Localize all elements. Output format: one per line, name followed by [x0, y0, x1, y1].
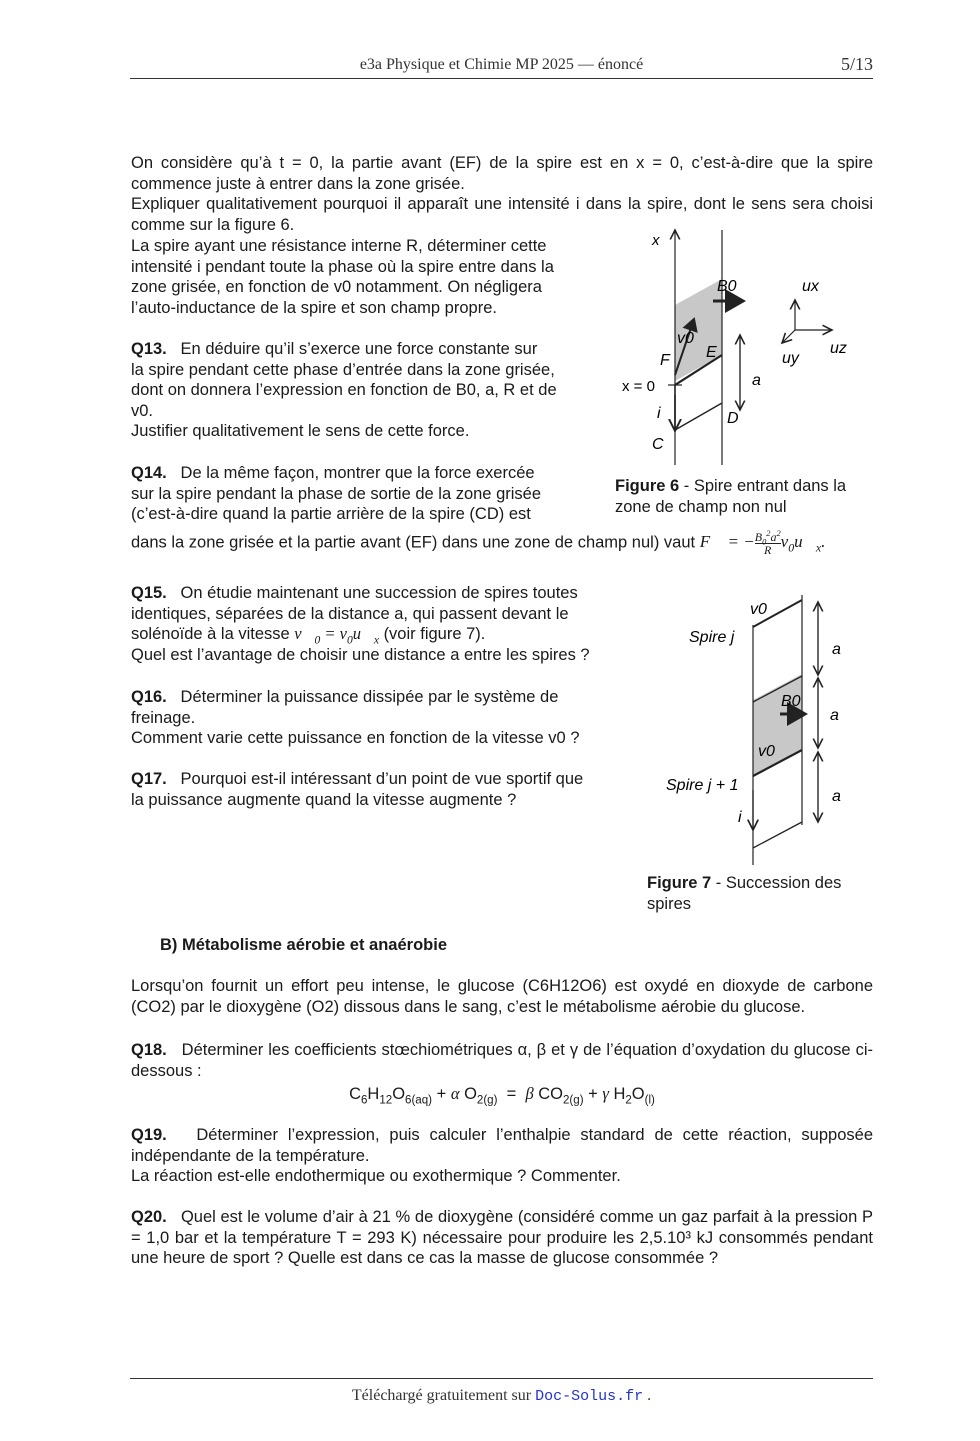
- question-q17: [131, 769, 620, 810]
- fig6-d-label: D: [727, 410, 739, 427]
- fig6-b0-label: B0: [717, 278, 737, 295]
- line: zone grisée, en fonction de v0 notamment. On négligera: [131, 278, 542, 297]
- line: De la même façon, montrer que la force exercée: [180, 464, 535, 482]
- fig7-i: i: [738, 809, 742, 826]
- line: Quel est l’avantage de choisir une distance a entre les spires ?: [131, 645, 590, 664]
- footer-link[interactable]: Doc-Solus.fr: [535, 1388, 644, 1405]
- line: dont on donnera l’expression en fonction de B0, a, R et de: [131, 381, 557, 400]
- section-b-p1: Lorsqu’on fournit un effort peu intense, le glucose (C6H12O6) est oxydé en dioxyde de carbone (CO2) par le dioxygène (O2) dissous dans le sang, c’est le métabolisme aérobie du glucose.: [131, 977, 873, 1016]
- q18-text: Déterminer les coefficients stœchiométriques α, β et γ de l’équation d’oxydation du glucose ci-dessous :: [131, 1041, 873, 1080]
- q18-label: Q18.: [131, 1041, 167, 1059]
- intro-p3: [131, 236, 588, 318]
- figure-6-caption: [615, 476, 873, 517]
- fig7-v0-mid: v0: [758, 743, 775, 760]
- line: la spire pendant cette phase d’entrée dans la zone grisée,: [131, 360, 555, 379]
- fig7-spire-j: Spire j: [689, 629, 735, 646]
- line: Justifier qualitativement le sens de cette force.: [131, 422, 470, 441]
- figure-7-caption: [647, 873, 873, 914]
- q19-text2: La réaction est-elle endothermique ou exothermique ? Commenter.: [131, 1167, 621, 1186]
- line: (voir figure 7).: [383, 625, 486, 644]
- question-q16: [131, 687, 620, 749]
- line: dans la zone grisée et la partie avant (EF) dans une zone de champ nul) vaut: [131, 533, 696, 552]
- footer-dot: .: [643, 1387, 652, 1404]
- fig6-f-label: F: [660, 352, 670, 369]
- line: freinage.: [131, 708, 196, 727]
- question-q18: [131, 1040, 873, 1081]
- fig6-e-label: E: [706, 344, 717, 361]
- line: sur la spire pendant la phase de sortie de la zone grisée: [131, 484, 542, 503]
- fig7-a1: a: [832, 641, 841, 658]
- caption-bold: Figure 6: [615, 477, 680, 495]
- question-q15: [131, 583, 620, 665]
- q16-label: Q16.: [131, 688, 167, 706]
- fig7-v0-top: v0: [750, 601, 767, 618]
- fig6-i-label: i: [657, 405, 661, 422]
- question-q13: [131, 339, 588, 442]
- fig6-a-label: a: [752, 372, 761, 389]
- line: identiques, séparées de la distance a, qui passent devant le: [131, 604, 569, 623]
- q14-label: Q14.: [131, 464, 167, 482]
- fig6-x0-label: x = 0: [622, 378, 655, 395]
- line: On étudie maintenant une succession de spires toutes: [180, 584, 578, 602]
- line: En déduire qu’il s’exerce une force constante sur: [180, 340, 538, 358]
- uy-vector: [782, 330, 795, 343]
- question-q20: [131, 1207, 873, 1269]
- force-formula: F⃗ = − $\frac{B_0^2a^2}{R}$ $v_0u⃗_x$.: [699, 529, 826, 557]
- fig6-c-label: C: [652, 436, 664, 453]
- page-footer: [130, 1387, 873, 1405]
- figure-6: [610, 225, 870, 475]
- intro-block: [131, 153, 873, 235]
- equation: $C_6H_{12}O_{6(aq)} + \alpha$ $O_{2(g)} = \beta$ $CO_{2(g)} + \gamma$ $H_2O_{(l)}$: [349, 1084, 655, 1107]
- caption-text: - Succession des spires: [647, 874, 842, 913]
- page-number: 5/13: [840, 54, 873, 74]
- q17-label: Q17.: [131, 770, 167, 788]
- line: intensité i pendant toute la phase où la spire entre dans la: [131, 257, 554, 276]
- question-q14: [131, 463, 588, 525]
- line: solénoïde à la vitesse: [131, 625, 290, 644]
- footer-rule: [130, 1378, 873, 1379]
- page-header: [130, 54, 873, 79]
- line: l’auto-inductance de la spire et son champ propre.: [131, 298, 497, 317]
- spire-body: [675, 385, 722, 430]
- caption-text: - Spire entrant dans la zone de champ non nul: [615, 477, 847, 516]
- v0-formula: $v⃗_0$ = $v_0u⃗_x$: [294, 624, 379, 647]
- footer-text: Téléchargé gratuitement sur: [351, 1387, 536, 1404]
- line: Déterminer la puissance dissipée par le système de: [180, 688, 559, 706]
- fig7-a3: a: [832, 788, 841, 805]
- fig6-uz-label: uz: [830, 340, 847, 357]
- line: Pourquoi est-il intéressant d’un point de vue sportif que: [180, 770, 584, 788]
- q20-text: Quel est le volume d’air à 21 % de dioxygène (considéré comme un gaz parfait à la pression P = 1,0 bar et la température T = 293 K) nécessaire pour produire les 2,5.10³ kJ consommés pendant une heure de sport ? Quelle est dans ce cas la masse de glucose consommée ?: [131, 1208, 873, 1268]
- question-q19: [131, 1125, 873, 1187]
- q15-label: Q15.: [131, 584, 167, 602]
- q13-label: Q13.: [131, 340, 167, 358]
- intro-p1: On considère qu’à t = 0, la partie avant (EF) de la spire est en x = 0, c’est-à-dire que la spire commence juste à entrer dans la zone grisée.: [131, 154, 873, 193]
- section-b-title: B) Métabolisme aérobie et anaérobie: [160, 936, 448, 954]
- q19-label: Q19.: [131, 1126, 167, 1144]
- fig7-spire-j1: Spire j + 1: [666, 777, 739, 794]
- spire-j1-back: [753, 822, 802, 848]
- fig7-a2: a: [830, 707, 839, 724]
- line: v0.: [131, 401, 154, 420]
- fig7-b0: B0: [781, 693, 801, 710]
- figure-7: [660, 590, 870, 870]
- line: La spire ayant une résistance interne R, déterminer cette: [131, 237, 547, 255]
- q19-text: Déterminer l’expression, puis calculer l’enthalpie standard de cette réaction, supposée indépendante de la température.: [131, 1126, 873, 1165]
- fig6-uy-label: uy: [782, 350, 799, 367]
- header-title: e3a Physique et Chimie MP 2025 — énoncé: [359, 56, 644, 73]
- q20-label: Q20.: [131, 1208, 167, 1226]
- fig6-ux-label: ux: [802, 278, 819, 295]
- q14-last-line: [131, 531, 873, 556]
- line: Comment varie cette puissance en fonction de la vitesse v0 ?: [131, 729, 580, 748]
- caption-bold: Figure 7: [647, 874, 712, 892]
- intro-p2: Expliquer qualitativement pourquoi il apparaît une intensité i dans la spire, dont le sens sera choisi comme sur la figure 6.: [131, 195, 873, 234]
- line: (c’est-à-dire quand la partie arrière de la spire (CD) est: [131, 505, 531, 524]
- fig6-x-label: x: [652, 232, 660, 249]
- fig6-v0-label: v0: [677, 330, 694, 347]
- line: la puissance augmente quand la vitesse augmente ?: [131, 790, 517, 809]
